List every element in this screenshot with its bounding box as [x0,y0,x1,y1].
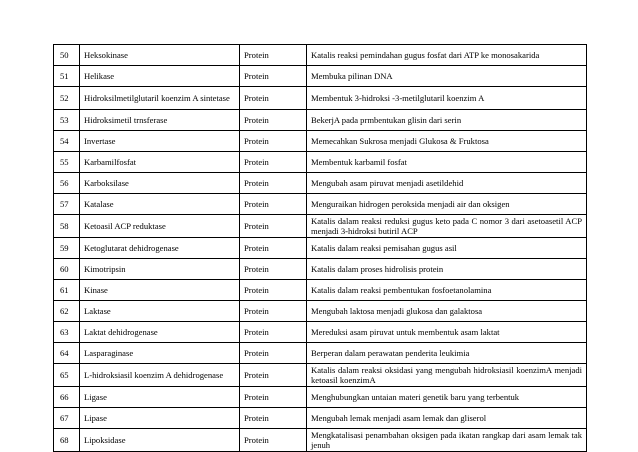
enzyme-name: Lipase [80,408,240,429]
table-row [54,110,587,131]
enzyme-name: Laktat dehidrogenase [80,322,240,343]
row-number: 61 [54,280,80,301]
enzyme-function: Katalis dalam reaksi reduksi gugus keto pada C nomor 3 dari asetoasetil ACP menjadi 3-hidroksi butiril ACP [307,215,587,238]
row-number: 62 [54,301,80,322]
enzyme-function: Menghubungkan untaian materi genetik baru yang terbentuk [307,387,587,408]
enzyme-function: Menguraikan hidrogen peroksida menjadi air dan oksigen [307,194,587,215]
table-row [54,45,587,66]
table-row [54,131,587,152]
row-number: 51 [54,66,80,87]
enzyme-name: Karbamilfosfat [80,152,240,173]
row-number: 65 [54,364,80,387]
row-number: 63 [54,322,80,343]
enzyme-name: Laktase [80,301,240,322]
enzyme-function: BekerjA pada prmbentukan glisin dari serin [307,110,587,131]
enzyme-function: Berperan dalam perawatan penderita leukimia [307,343,587,364]
table-row [54,215,587,238]
table-row [54,408,587,429]
row-number: 52 [54,87,80,110]
table-row [54,152,587,173]
enzyme-function: Katalis dalam reaksi pembentukan fosfoetanolamina [307,280,587,301]
enzyme-name: Kimotripsin [80,259,240,280]
row-number: 59 [54,238,80,259]
table-row [54,343,587,364]
table-row [54,238,587,259]
enzyme-type: Protein [240,215,307,238]
enzyme-name: L-hidroksiasil koenzim A dehidrogenase [80,364,240,387]
enzyme-table [53,44,587,452]
enzyme-name: Hidroksimetil trnsferase [80,110,240,131]
enzyme-name: Karboksilase [80,173,240,194]
enzyme-type: Protein [240,131,307,152]
enzyme-name: Katalase [80,194,240,215]
row-number: 68 [54,429,80,452]
enzyme-function: Katalis reaksi pemindahan gugus fosfat dari ATP ke monosakarida [307,45,587,66]
enzyme-name: Ligase [80,387,240,408]
table-row [54,66,587,87]
enzyme-type: Protein [240,238,307,259]
enzyme-function: Membuka pilinan DNA [307,66,587,87]
row-number: 60 [54,259,80,280]
enzyme-function: Membentuk karbamil fosfat [307,152,587,173]
enzyme-function: Mengkatalisasi penambahan oksigen pada ikatan rangkap dari asam lemak tak jenuh [307,429,587,452]
table-row [54,387,587,408]
table-row [54,87,587,110]
enzyme-type: Protein [240,173,307,194]
enzyme-function: Katalis dalam reaksi pemisahan gugus asil [307,238,587,259]
row-number: 54 [54,131,80,152]
row-number: 58 [54,215,80,238]
enzyme-function: Membentuk 3-hidroksi -3-metilglutaril koenzim A [307,87,587,110]
enzyme-type: Protein [240,429,307,452]
enzyme-type: Protein [240,45,307,66]
enzyme-function: Mereduksi asam piruvat untuk membentuk asam laktat [307,322,587,343]
row-number: 64 [54,343,80,364]
table-row [54,194,587,215]
enzyme-type: Protein [240,194,307,215]
enzyme-function: Katalis dalam proses hidrolisis protein [307,259,587,280]
enzyme-type: Protein [240,364,307,387]
enzyme-type: Protein [240,322,307,343]
table-row [54,429,587,452]
enzyme-type: Protein [240,87,307,110]
enzyme-type: Protein [240,280,307,301]
enzyme-name: Ketoasil ACP reduktase [80,215,240,238]
table-row [54,173,587,194]
row-number: 66 [54,387,80,408]
enzyme-function: Mengubah laktosa menjadi glukosa dan galaktosa [307,301,587,322]
enzyme-name: Kinase [80,280,240,301]
enzyme-name: Lipoksidase [80,429,240,452]
row-number: 56 [54,173,80,194]
enzyme-type: Protein [240,259,307,280]
enzyme-function: Mengubah asam piruvat menjadi asetildehid [307,173,587,194]
row-number: 57 [54,194,80,215]
enzyme-name: Heksokinase [80,45,240,66]
enzyme-type: Protein [240,152,307,173]
table-row [54,259,587,280]
enzyme-function: Mengubah lemak menjadi asam lemak dan gliserol [307,408,587,429]
enzyme-name: Lasparaginase [80,343,240,364]
enzyme-type: Protein [240,301,307,322]
enzyme-name: Hidroksilmetilglutaril koenzim A sintetase [80,87,240,110]
enzyme-type: Protein [240,408,307,429]
row-number: 50 [54,45,80,66]
enzyme-type: Protein [240,66,307,87]
table-row [54,364,587,387]
row-number: 67 [54,408,80,429]
table-row [54,322,587,343]
table-row [54,280,587,301]
row-number: 53 [54,110,80,131]
enzyme-type: Protein [240,110,307,131]
enzyme-type: Protein [240,343,307,364]
table-row [54,301,587,322]
row-number: 55 [54,152,80,173]
enzyme-function: Katalis dalam reaksi oksidasi yang mengubah hidroksiasil koenzimA menjadi ketoasil koenzimA [307,364,587,387]
enzyme-function: Memecahkan Sukrosa menjadi Glukosa & Fruktosa [307,131,587,152]
enzyme-type: Protein [240,387,307,408]
enzyme-name: Ketoglutarat dehidrogenase [80,238,240,259]
enzyme-name: Invertase [80,131,240,152]
enzyme-name: Helikase [80,66,240,87]
